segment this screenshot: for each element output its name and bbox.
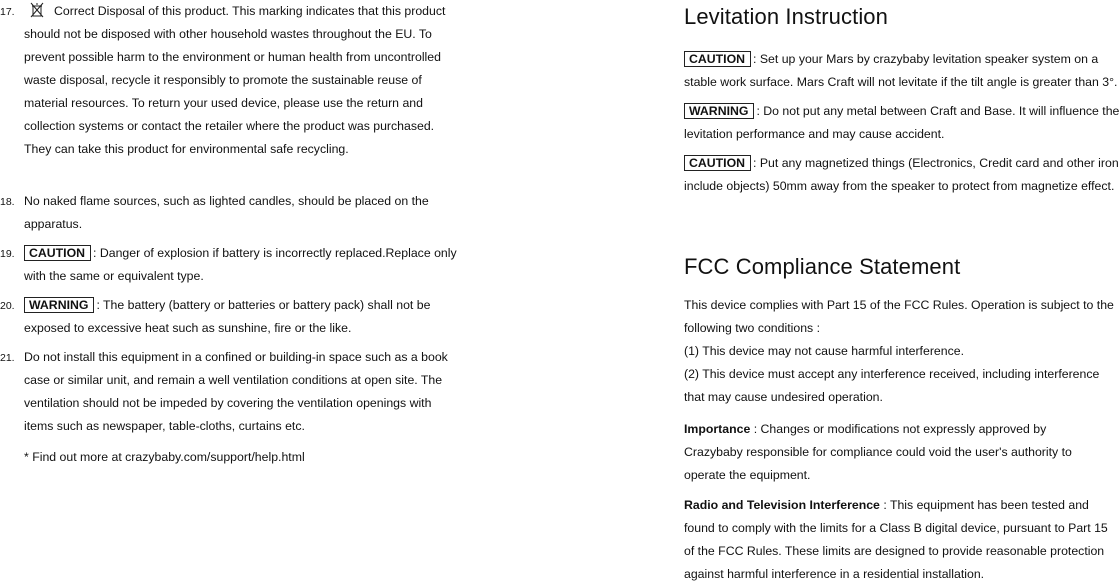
- importance-text: : Changes or modifications not expressly approved by Crazybaby responsible for compliance could void the user's authority to operate the equipment.: [684, 422, 1072, 482]
- levitation-caution-2: [684, 152, 1120, 198]
- item-number: 20.: [0, 300, 15, 312]
- fcc-body: [684, 294, 1120, 409]
- warning-badge: WARNING: [684, 103, 754, 119]
- item-text: : Danger of explosion if battery is incorrectly replaced.Replace only with the same or equivalent type.: [24, 246, 457, 283]
- levitation-title: Levitation Instruction: [684, 4, 888, 29]
- item-number: 21.: [0, 352, 15, 364]
- item-18: [0, 190, 464, 236]
- item-number: 19.: [0, 248, 15, 260]
- levitation-caution-1: [684, 48, 1120, 94]
- item-text: Do not install this equipment in a confined or building-in space such as a book case or similar unit, and remain a well ventilation conditions at open site. The ventilation should not be impeded by covering the ventilation openings with items such as newspaper, table-cloths, curtains etc.: [24, 350, 448, 433]
- fcc-condition-1: (1) This device may not cause harmful interference.: [684, 344, 964, 358]
- item-text: : The battery (battery or batteries or battery pack) shall not be exposed to excessive heat such as sunshine, fire or the like.: [24, 298, 431, 335]
- item-number: 18.: [0, 196, 15, 208]
- warning-text: : Do not put any metal between Craft and Base. It will influence the levitation performance and may cause accident.: [684, 104, 1120, 141]
- item-number: 17.: [0, 6, 15, 18]
- fcc-radio-tv: [684, 494, 1120, 586]
- item-20: [0, 294, 464, 340]
- caution-badge: CAUTION: [684, 51, 751, 67]
- radio-tv-text: : This equipment has been tested and found to comply with the limits for a Class B digital device, pursuant to Part 15 of the FCC Rules. These limits are designed to provide reasonable protection against harmful interference in a residential installation.: [684, 498, 1108, 581]
- help-footnote: * Find out more at crazybaby.com/support/help.html: [24, 450, 305, 464]
- caution-badge: CAUTION: [684, 155, 751, 171]
- fcc-importance: [684, 418, 1084, 487]
- item-17: [0, 0, 464, 161]
- item-text: Correct Disposal of this product. This marking indicates that this product should not be disposed with other household wastes throughout the EU. To prevent possible harm to the environment or human health from uncontrolled waste disposal, recycle it responsibly to promote the sustainable reuse of material resources. To return your used device, please use the return and collection systems or contact the retailer where the product was purchased. They can take this product for environmental safe recycling.: [24, 4, 446, 156]
- caution-text: : Put any magnetized things (Electronics, Credit card and other iron include objects) 50mm away from the speaker to protect from magnetize effect.: [684, 156, 1119, 193]
- item-19: [0, 242, 464, 288]
- item-text: No naked flame sources, such as lighted candles, should be placed on the apparatus.: [24, 194, 429, 231]
- fcc-condition-2: (2) This device must accept any interference received, including interference that may cause undesired operation.: [684, 367, 1100, 404]
- fcc-title: FCC Compliance Statement: [684, 254, 961, 279]
- levitation-warning: [684, 100, 1120, 146]
- warning-badge: WARNING: [24, 297, 94, 313]
- radio-tv-label: Radio and Television Interference: [684, 498, 880, 512]
- fcc-intro: This device complies with Part 15 of the FCC Rules. Operation is subject to the following two conditions :: [684, 298, 1114, 335]
- caution-badge: CAUTION: [24, 245, 91, 261]
- importance-label: Importance: [684, 422, 751, 436]
- crossed-out-wheelie-bin-icon: [30, 2, 44, 18]
- item-21: [0, 346, 464, 438]
- caution-text: : Set up your Mars by crazybaby levitation speaker system on a stable work surface. Mars Craft will not levitate if the tilt angle is greater than 3°.: [684, 52, 1118, 89]
